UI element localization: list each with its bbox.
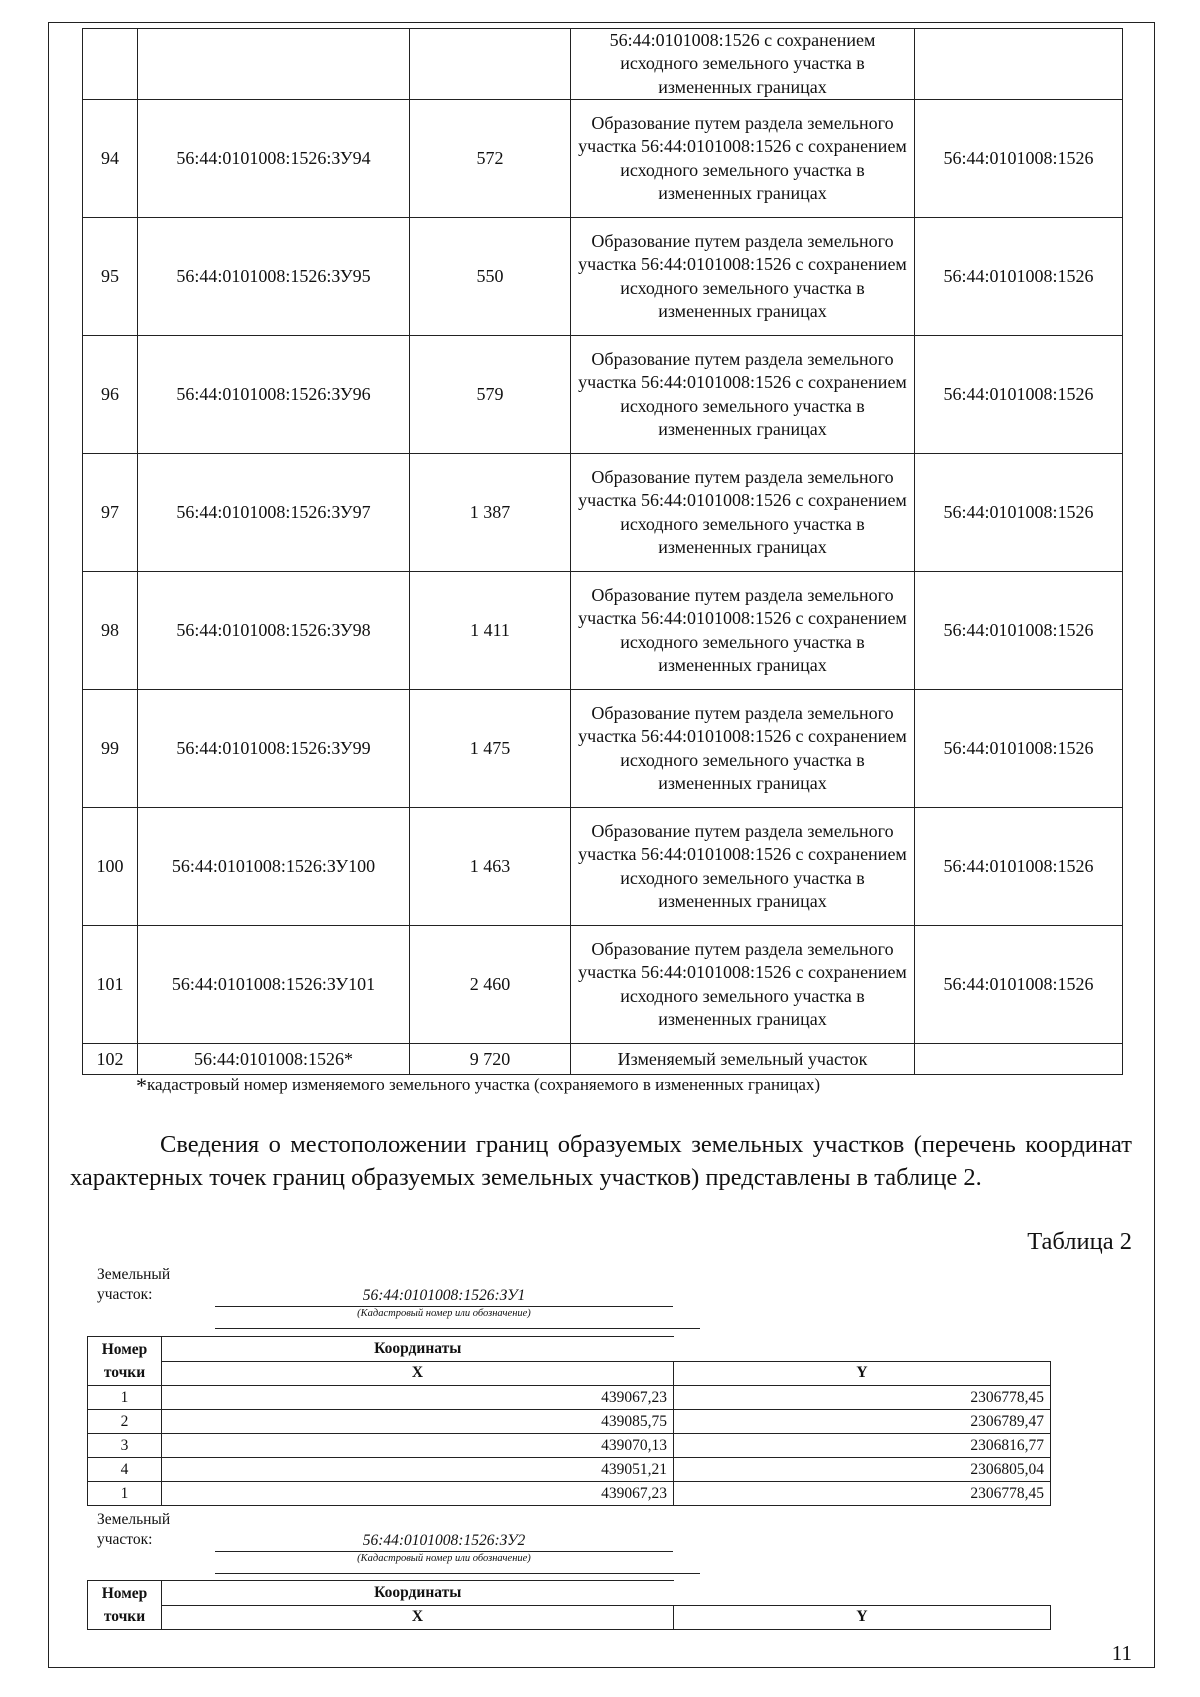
table-row	[83, 336, 1123, 454]
divider	[215, 1573, 700, 1574]
header-row	[88, 1361, 1051, 1386]
table-row	[83, 926, 1123, 1044]
plot-label	[97, 1510, 170, 1550]
table-caption: Таблица 2	[1027, 1228, 1132, 1255]
cadastral-caption: (Кадастровый номер или обозначение)	[357, 1553, 531, 1564]
row-number-cell: 101	[83, 926, 138, 1044]
x-cell: 439085,75	[162, 1410, 674, 1434]
row-number-cell: 102	[83, 1044, 138, 1075]
table-row	[83, 690, 1123, 808]
table-row	[83, 1044, 1123, 1075]
y-header: Y	[674, 1361, 1051, 1386]
source-plot-cell: 56:44:0101008:1526	[915, 690, 1123, 808]
x-header: X	[162, 1361, 674, 1386]
area-cell: 579	[410, 336, 571, 454]
row-number-cell: 94	[83, 100, 138, 218]
method-cell: 56:44:0101008:1526 с сохранением исходного земельного участка в измененных границах	[571, 29, 915, 100]
plot-number-cell	[138, 29, 410, 100]
table-row	[83, 572, 1123, 690]
x-header: X	[162, 1605, 674, 1630]
header-row	[88, 1581, 1051, 1606]
row-number-cell: 95	[83, 218, 138, 336]
plot-number-cell: 56:44:0101008:1526:ЗУ99	[138, 690, 410, 808]
source-plot-cell: 56:44:0101008:1526	[915, 454, 1123, 572]
point-number-cell: 1	[88, 1482, 162, 1506]
area-cell: 1 475	[410, 690, 571, 808]
header-text: точки	[103, 1364, 146, 1381]
row-number-cell: 97	[83, 454, 138, 572]
source-plot-cell: 56:44:0101008:1526	[915, 572, 1123, 690]
plot-label-line1: Земельный	[97, 1266, 171, 1283]
plot-label	[97, 1265, 170, 1305]
area-cell: 1 387	[410, 454, 571, 572]
table-row	[83, 100, 1123, 218]
table-row	[88, 1410, 1051, 1434]
x-cell: 439070,13	[162, 1434, 674, 1458]
y-cell: 2306789,47	[674, 1410, 1051, 1434]
area-cell	[410, 29, 571, 100]
cadastral-caption: (Кадастровый номер или обозначение)	[357, 1308, 531, 1319]
plot-label-line2: участок:	[97, 1286, 153, 1303]
point-number-cell: 4	[88, 1458, 162, 1482]
footnote-text: кадастровый номер изменяемого земельного участка (сохраняемого в измененных границах)	[147, 1075, 821, 1094]
row-number-cell: 96	[83, 336, 138, 454]
method-cell: Образование путем раздела земельного участка 56:44:0101008:1526 с сохранением исходного земельного участка в измененных границах	[571, 690, 915, 808]
plot-number-cell: 56:44:0101008:1526:ЗУ94	[138, 100, 410, 218]
point-number-header	[88, 1581, 162, 1630]
divider	[215, 1328, 700, 1329]
area-cell: 9 720	[410, 1044, 571, 1075]
area-cell: 1 411	[410, 572, 571, 690]
x-cell: 439051,21	[162, 1458, 674, 1482]
coordinates-table	[87, 1336, 1051, 1506]
y-header: Y	[674, 1605, 1051, 1630]
plot-number-cell: 56:44:0101008:1526:ЗУ101	[138, 926, 410, 1044]
table-row	[83, 29, 1123, 100]
cadastral-number: 56:44:0101008:1526:ЗУ2	[215, 1531, 673, 1552]
area-cell: 572	[410, 100, 571, 218]
table-row	[88, 1458, 1051, 1482]
source-plot-cell: 56:44:0101008:1526	[915, 926, 1123, 1044]
x-cell: 439067,23	[162, 1386, 674, 1410]
row-number-cell: 100	[83, 808, 138, 926]
coordinates-header: Координаты	[162, 1581, 674, 1606]
footnote	[136, 1073, 820, 1099]
table-row	[83, 218, 1123, 336]
x-cell: 439067,23	[162, 1482, 674, 1506]
area-cell: 550	[410, 218, 571, 336]
y-cell: 2306816,77	[674, 1434, 1051, 1458]
method-cell: Образование путем раздела земельного участка 56:44:0101008:1526 с сохранением исходного земельного участка в измененных границах	[571, 218, 915, 336]
y-cell: 2306778,45	[674, 1386, 1051, 1410]
method-cell: Образование путем раздела земельного участка 56:44:0101008:1526 с сохранением исходного земельного участка в измененных границах	[571, 336, 915, 454]
y-cell: 2306805,04	[674, 1458, 1051, 1482]
header-text: точки	[103, 1608, 146, 1625]
method-cell: Образование путем раздела земельного участка 56:44:0101008:1526 с сохранением исходного земельного участка в измененных границах	[571, 100, 915, 218]
header-row	[88, 1605, 1051, 1630]
method-cell: Образование путем раздела земельного участка 56:44:0101008:1526 с сохранением исходного земельного участка в измененных границах	[571, 926, 915, 1044]
method-cell: Образование путем раздела земельного участка 56:44:0101008:1526 с сохранением исходного земельного участка в измененных границах	[571, 808, 915, 926]
coordinates-table	[87, 1580, 1051, 1630]
plot-label-line2: участок:	[97, 1531, 153, 1548]
plot-number-cell: 56:44:0101008:1526:ЗУ96	[138, 336, 410, 454]
header-blank	[674, 1581, 1051, 1606]
point-number-cell: 2	[88, 1410, 162, 1434]
y-cell: 2306778,45	[674, 1482, 1051, 1506]
header-row	[88, 1337, 1051, 1362]
row-number-cell: 98	[83, 572, 138, 690]
source-plot-cell: 56:44:0101008:1526	[915, 336, 1123, 454]
plot-label-line1: Земельный	[97, 1511, 171, 1528]
area-cell: 1 463	[410, 808, 571, 926]
table-row	[83, 808, 1123, 926]
page-number: 11	[1111, 1641, 1132, 1665]
plot-number-cell: 56:44:0101008:1526:ЗУ100	[138, 808, 410, 926]
cadastral-number: 56:44:0101008:1526:ЗУ1	[215, 1286, 673, 1307]
coordinates-header: Координаты	[162, 1337, 674, 1362]
method-cell: Изменяемый земельный участок	[571, 1044, 915, 1075]
source-plot-cell: 56:44:0101008:1526	[915, 218, 1123, 336]
plot-number-cell: 56:44:0101008:1526:ЗУ95	[138, 218, 410, 336]
source-plot-cell	[915, 1044, 1123, 1075]
source-plot-cell: 56:44:0101008:1526	[915, 100, 1123, 218]
point-number-header	[88, 1337, 162, 1386]
plot-number-cell: 56:44:0101008:1526:ЗУ98	[138, 572, 410, 690]
source-plot-cell: 56:44:0101008:1526	[915, 808, 1123, 926]
area-cell: 2 460	[410, 926, 571, 1044]
header-blank	[674, 1337, 1051, 1362]
body-paragraph: Сведения о местоположении границ образуемых земельных участков (перечень координат характерных точек границ образуемых земельных участков) представлены в таблице 2.	[70, 1131, 1132, 1191]
plot-number-cell: 56:44:0101008:1526*	[138, 1044, 410, 1075]
table-row	[88, 1386, 1051, 1410]
footnote-star: *	[136, 1073, 147, 1098]
header-text: Номер	[101, 1585, 148, 1602]
table-row	[83, 454, 1123, 572]
point-number-cell: 1	[88, 1386, 162, 1410]
table-row	[88, 1434, 1051, 1458]
header-text: Номер	[101, 1341, 148, 1358]
method-cell: Образование путем раздела земельного участка 56:44:0101008:1526 с сохранением исходного земельного участка в измененных границах	[571, 454, 915, 572]
point-number-cell: 3	[88, 1434, 162, 1458]
source-plot-cell	[915, 29, 1123, 100]
row-number-cell: 99	[83, 690, 138, 808]
method-cell: Образование путем раздела земельного участка 56:44:0101008:1526 с сохранением исходного земельного участка в измененных границах	[571, 572, 915, 690]
formed-plots-table	[82, 28, 1123, 1075]
table-row	[88, 1482, 1051, 1506]
row-number-cell	[83, 29, 138, 100]
plot-number-cell: 56:44:0101008:1526:ЗУ97	[138, 454, 410, 572]
